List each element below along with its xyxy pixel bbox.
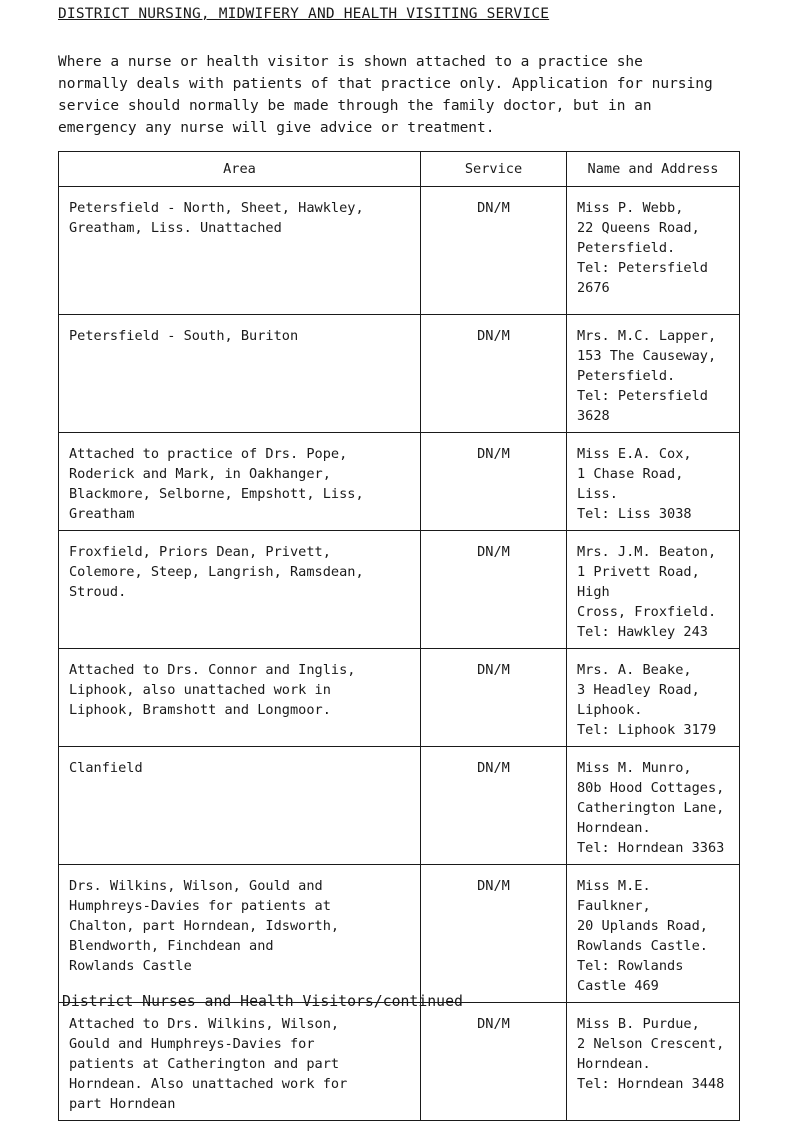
intro-paragraph: Where a nurse or health visitor is shown attached to a practice she normally deals with patients of that practice only. Application for nursing service should normally be made through the family doctor, but in an emergency any nurse will give advice or treatment. [58,54,713,136]
contact-cell: Mrs. J.M. Beaton, 1 Privett Road, High Cross, Froxfield. Tel: Hawkley 243 [567,531,740,649]
contact-cell: Mrs. M.C. Lapper, 153 The Causeway, Petersfield. Tel: Petersfield 3628 [567,315,740,433]
table-row [59,747,740,865]
column-header-service: Service [421,152,567,187]
area-cell: Attached to Drs. Wilkins, Wilson, Gould and Humphreys-Davies for patients at Catherington and part Horndean. Also unattached work for part Horndean [59,1003,421,1121]
area-cell: Froxfield, Priors Dean, Privett, Colemore, Steep, Langrish, Ramsdean, Stroud. [59,531,421,649]
table-row [59,187,740,315]
service-cell: DN/M [421,315,567,433]
continuation-note: District Nurses and Health Visitors/continued [62,993,463,1010]
column-header-name-address: Name and Address [567,152,740,187]
table-row [59,315,740,433]
page-heading: DISTRICT NURSING, MIDWIFERY AND HEALTH VISITING SERVICE [58,6,550,22]
column-header-area: Area [59,152,421,187]
contact-cell: Miss E.A. Cox, 1 Chase Road, Liss. Tel: Liss 3038 [567,433,740,531]
service-cell: DN/M [421,865,567,1003]
service-cell: DN/M [421,747,567,865]
service-cell: DN/M [421,1003,567,1121]
table-row [59,649,740,747]
area-cell: Drs. Wilkins, Wilson, Gould and Humphreys-Davies for patients at Chalton, part Horndean, Idsworth, Blendworth, Finchdean and Rowlands Castle [59,865,421,1003]
service-cell: DN/M [421,531,567,649]
table-row [59,433,740,531]
contact-cell: Miss B. Purdue, 2 Nelson Crescent, Horndean. Tel: Horndean 3448 [567,1003,740,1121]
contact-cell: Mrs. A. Beake, 3 Headley Road, Liphook. Tel: Liphook 3179 [567,649,740,747]
contact-cell: Miss M.E. Faulkner, 20 Uplands Road, Rowlands Castle. Tel: Rowlands Castle 469 [567,865,740,1003]
area-cell: Attached to Drs. Connor and Inglis, Liphook, also unattached work in Liphook, Bramshott and Longmoor. [59,649,421,747]
service-cell: DN/M [421,649,567,747]
area-cell: Petersfield - South, Buriton [59,315,421,433]
table-row [59,531,740,649]
table-row [59,1003,740,1121]
area-cell: Clanfield [59,747,421,865]
table-row [59,865,740,1003]
area-cell: Petersfield - North, Sheet, Hawkley, Greatham, Liss. Unattached [59,187,421,315]
service-cell: DN/M [421,433,567,531]
service-cell: DN/M [421,187,567,315]
contact-cell: Miss M. Munro, 80b Hood Cottages, Catherington Lane, Horndean. Tel: Horndean 3363 [567,747,740,865]
nurse-directory-table [58,151,740,1121]
area-cell: Attached to practice of Drs. Pope, Roderick and Mark, in Oakhanger, Blackmore, Selborne, Empshott, Liss, Greatham [59,433,421,531]
table-header-row [59,152,740,187]
contact-cell: Miss P. Webb, 22 Queens Road, Petersfield. Tel: Petersfield 2676 [567,187,740,315]
